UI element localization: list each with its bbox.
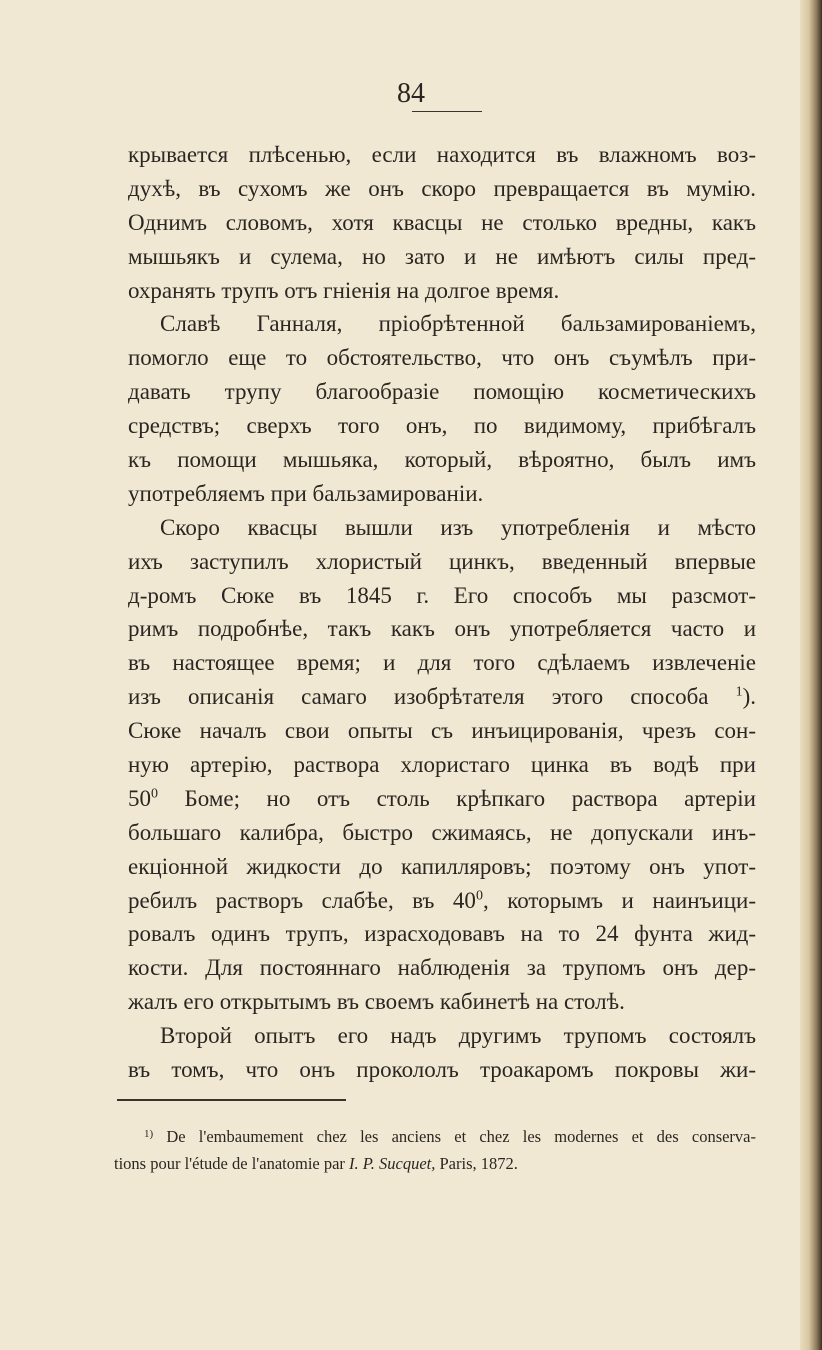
text-line-with-degree <box>128 884 756 918</box>
footnote-author: I. P. Sucquet, <box>349 1154 436 1173</box>
footnote-number: 1) <box>144 1128 154 1140</box>
text-line: давать трупу благообразіе помощію косметическихъ <box>128 379 756 405</box>
footnote-text: tions pour l'étude de l'anatomie par <box>114 1154 345 1173</box>
footnote-text: De l'embaumement chez les anciens et chez les modernes et des conserva- <box>166 1127 756 1146</box>
text-line: духѣ, въ сухомъ же онъ скоро превращается въ мумію. <box>128 175 756 201</box>
text-line: ихъ заступилъ хлористый цинкъ, введенный впервые <box>128 548 756 574</box>
text-line: жалъ его открытымъ въ своемъ кабинетѣ на столѣ. <box>128 989 625 1015</box>
line-text-rest: , которымъ и наинъици- <box>482 887 756 913</box>
paragraph-3 <box>128 511 756 1019</box>
degree-sign: 0 <box>475 887 483 903</box>
text-line: д-ромъ Сюке въ 1845 г. Его способъ мы разсмот- <box>128 582 756 608</box>
text-line: ровалъ одинъ трупъ, израсходовавъ на то 24 фунта жид- <box>128 921 756 947</box>
text-line: кости. Для постояннаго наблюденія за трупомъ онъ дер- <box>128 955 756 981</box>
body-text <box>128 138 756 1087</box>
text-line-with-degree <box>128 782 756 816</box>
text-line: въ настоящее время; и для того сдѣлаемъ извлеченіе <box>128 650 756 676</box>
footnote <box>114 1123 756 1177</box>
text-line: мышьякъ и сулема, но зато и не имѣютъ силы пред- <box>128 243 756 269</box>
text-line: средствъ; сверхъ того онъ, по видимому, прибѣгалъ <box>128 413 756 439</box>
text-line: Второй опытъ его надъ другимъ трупомъ состоялъ <box>160 1023 756 1049</box>
footnote-line <box>114 1123 756 1150</box>
text-line: Скоро квасцы вышли изъ употребленія и мѣсто <box>160 514 756 540</box>
footnote-line <box>114 1150 756 1177</box>
line-text: 50 <box>128 785 151 811</box>
text-line: къ помощи мышьяка, который, вѣроятно, былъ имъ <box>128 447 756 473</box>
footnote-marker: 1 <box>735 684 743 700</box>
text-line: Однимъ словомъ, хотя квасцы не столько вредны, какъ <box>128 209 756 235</box>
degree-sign: 0 <box>151 786 158 802</box>
footnote-rule <box>117 1099 346 1101</box>
text-line: употребляемъ при бальзамированіи. <box>128 480 484 506</box>
text-line: ную артерію, раствора хлористаго цинка въ водѣ при <box>128 752 756 778</box>
paragraph-4 <box>128 1019 756 1087</box>
footnote-text: Paris, 1872. <box>439 1154 518 1173</box>
footnote-close: ). <box>742 684 756 710</box>
line-text-rest: Боме; но отъ столь крѣпкаго раствора артеріи <box>158 785 756 811</box>
text-line: екціонной жидкости до капилляровъ; поэтому онъ упот- <box>128 853 756 879</box>
paragraph-2 <box>128 307 756 510</box>
line-text: изъ описанія самаго изобрѣтателя этого способа <box>128 684 709 710</box>
text-line-with-footnote <box>128 680 756 714</box>
page-edge-shadow <box>800 0 822 1350</box>
page-number: 84 <box>397 78 425 109</box>
text-line: крывается плѣсенью, если находится въ влажномъ воз- <box>128 142 756 167</box>
text-line: большаго калибра, быстро сжимаясь, не допускали инъ- <box>128 819 756 845</box>
header-rule <box>412 111 482 112</box>
text-line: въ томъ, что онъ прокололъ троакаромъ покровы жи- <box>128 1057 756 1083</box>
text-line: помогло еще то обстоятельство, что онъ съумѣлъ при- <box>128 345 756 371</box>
text-line: Славѣ Ганналя, пріобрѣтенной бальзамированіемъ, <box>160 311 756 337</box>
paragraph-1 <box>128 138 756 307</box>
text-line: охранять трупъ отъ гніенія на долгое время. <box>128 277 560 303</box>
text-line: Сюке началъ свои опыты съ инъицированія, чрезъ сон- <box>128 718 756 744</box>
line-text: ребилъ растворъ слабѣе, въ 40 <box>128 887 476 913</box>
text-line: римъ подробнѣе, такъ какъ онъ употребляется часто и <box>128 616 756 642</box>
